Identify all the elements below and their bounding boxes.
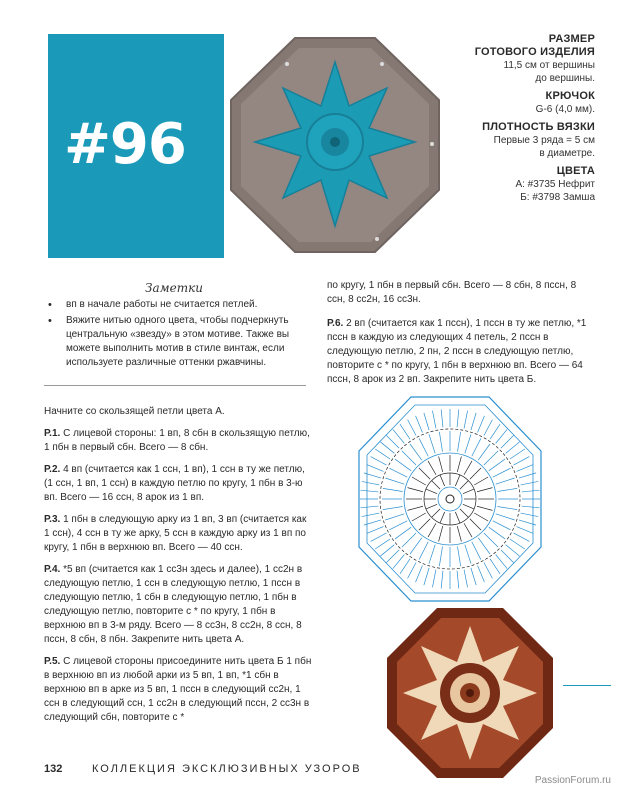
color-a: A: #3735 Нефрит (515, 179, 595, 190)
size-title: РАЗМЕР ГОТОВОГО ИЗДЕЛИЯ (474, 33, 595, 58)
pattern-info (405, 33, 595, 204)
pattern-number: #96 (64, 112, 186, 177)
decorative-line (563, 685, 611, 686)
note-item: • Вяжите нитью одного цвета, чтобы подчеркнуть центральную «звезду» в этом мотиве. Также вы можете выполнить мотив в стиле винтаж, если используете различные оттенки ржавчины. (44, 314, 306, 370)
watermark: PassionForum.ru (534, 775, 611, 786)
gauge-value: Первые 3 ряда = 5 см в диаметре. (493, 135, 595, 159)
gauge-title: ПЛОТНОСТЬ ВЯЗКИ (482, 121, 595, 133)
row-2: Р.2. 4 вп (считается как 1 ссн, 1 вп), 1 ссн в ту же петлю, (1 ссн, 1 вп, 1 ссн) в каждую петлю по кругу, 1 пбн в 3-ю вп. Всего — 16 ссн, 8 арок из 1 вп. (44, 464, 305, 503)
collection-title: КОЛЛЕКЦИЯ ЭКСКЛЮЗИВНЫХ УЗОРОВ (92, 763, 362, 775)
page-number: 132 (44, 763, 63, 775)
hook-value: G-6 (4,0 мм). (535, 104, 595, 115)
notes-list (44, 298, 306, 372)
motif-photo-vintage (385, 606, 555, 780)
crochet-chart (355, 393, 545, 605)
color-b: Б: #3798 Замша (520, 192, 595, 203)
row-5-continuation: по кругу, 1 пбн в первый сбн. Всего — 8 сбн, 8 пссн, 8 ссн, 8 сс2н, 16 сс3н. (327, 280, 577, 305)
instructions-intro: Начните со скользящей петли цвета А. (44, 406, 225, 417)
row-6: Р.6. 2 вп (считается как 1 пссн), 1 пссн в ту же петлю, *1 пссн в каждую из следующих 4 петель, 2 пссн в следующую петлю, 2 пн, 2 пссн в следующую петлю, повторите с * по кругу, 1 пбн в верхнюю вп. Всего — 64 пссн, 8 арок из 2 вп. Закрепите нить цвета Б. (327, 318, 587, 385)
notes-title: Заметки (145, 281, 203, 295)
size-value: 11,5 см от вершины до вершины. (503, 60, 595, 84)
note-item: • вп в начале работы не считается петлей. (44, 298, 306, 312)
row-5: Р.5. С лицевой стороны присоедините нить цвета Б 1 пбн в верхнюю вп из любой арки из 5 вп, 1 вп, *1 сбн в верхнюю вп в арке из 5 вп, 1 пссн в следующий сс2н, 1 ссн в следующий ссн, 1 сс2н в следующий пссн, 2 сс3н в следующий сбн, повторите с * (44, 656, 312, 723)
instructions-right (327, 279, 589, 397)
row-4: Р.4. *5 вп (считается как 1 сс3н здесь и далее), 1 сс2н в следующую петлю, 1 ссн в следующую петлю, 1 пссн в следующую петлю, 1 сбн в следующую петлю, 1 пбн в следующую петлю, повторите с * по кругу, 1 пбн в верхнюю вп в 3-м ряду. Всего — 8 сс3н, 8 сс2н, 8 ссн, 8 пссн, 8 сбн, 8 пбн. Закрепите нить цвета А. (44, 564, 303, 645)
hook-title: КРЮЧОК (545, 90, 595, 102)
notes-divider (44, 385, 306, 386)
colors-title: ЦВЕТА (556, 165, 595, 177)
row-3: Р.3. 1 пбн в следующую арку из 1 вп, 3 вп (считается как 1 ссн), 4 ссн в ту же арку, 5 ссн в каждую арку из 1 вп по кругу, 1 пбн в верхнюю вп. Всего — 40 ссн. (44, 514, 307, 553)
instructions-left (44, 405, 312, 733)
row-1: Р.1. С лицевой стороны: 1 вп, 8 сбн в скользящую петлю, 1 пбн в первый сбн. Всего — 8 сбн. (44, 428, 310, 453)
